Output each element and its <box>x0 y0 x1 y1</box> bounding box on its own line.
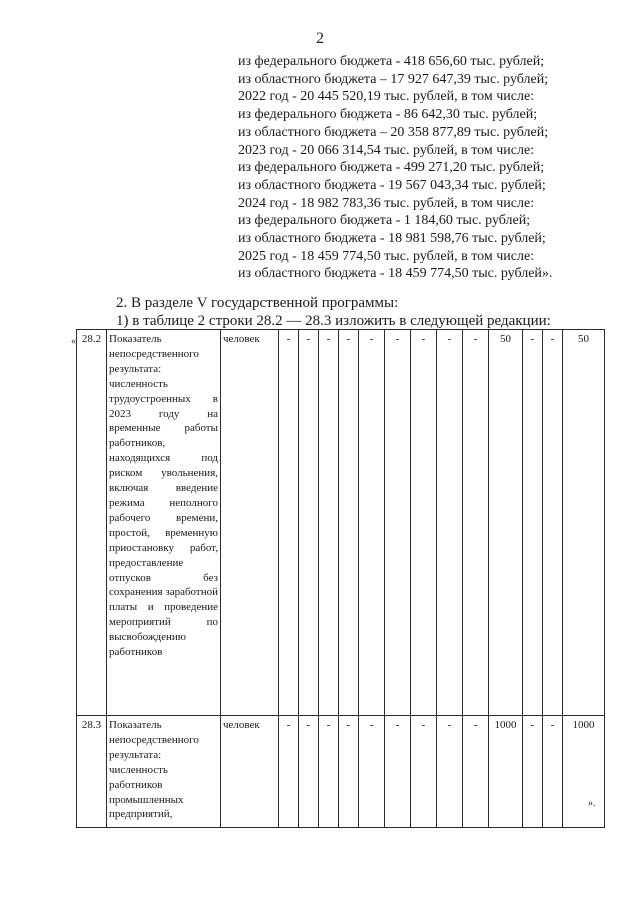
row-number: 28.3 <box>77 716 107 828</box>
indicator-description: Показатель непосредственного результата: численность работников промышленных предприятий, <box>107 716 221 828</box>
value-cell: - <box>299 716 319 828</box>
budget-line: из областного бюджета - 18 981 598,76 тыс. рублей; <box>238 231 546 247</box>
value-cell: - <box>543 330 563 716</box>
budget-line: 2023 год - 20 066 314,54 тыс. рублей, в том числе: <box>238 142 535 158</box>
value-cell: - <box>319 330 339 716</box>
page-number: 2 <box>316 30 324 47</box>
value-cell: - <box>299 330 319 716</box>
unit-cell: человек <box>221 716 279 828</box>
budget-line: из областного бюджета – 20 358 877,89 тыс. рублей; <box>238 124 549 140</box>
instruction-text: 1) в таблице 2 строки 28.2 — 28.3 изложить в следующей редакции: <box>116 313 551 329</box>
opening-quote-mark: « <box>71 336 76 347</box>
table-row <box>77 716 605 828</box>
value-cell: - <box>339 330 359 716</box>
indicator-table <box>76 329 605 828</box>
value-cell: - <box>339 716 359 828</box>
budget-line: 2025 год - 18 459 774,50 тыс. рублей, в том числе: <box>238 248 535 264</box>
unit-cell: человек <box>221 330 279 716</box>
value-cell: - <box>411 716 437 828</box>
value-cell: - <box>359 716 385 828</box>
value-cell: - <box>463 330 489 716</box>
value-cell: - <box>279 330 299 716</box>
value-cell: - <box>385 716 411 828</box>
closing-quote-mark: ». <box>588 798 596 809</box>
value-cell: - <box>411 330 437 716</box>
budget-line: из областного бюджета - 18 459 774,50 тыс. рублей». <box>238 266 553 282</box>
section-heading: 2. В разделе V государственной программы: <box>116 295 399 311</box>
value-cell: - <box>437 330 463 716</box>
value-cell: - <box>359 330 385 716</box>
budget-lines <box>238 53 618 283</box>
value-cell: - <box>543 716 563 828</box>
value-cell: - <box>279 716 299 828</box>
budget-line: 2024 год - 18 982 783,36 тыс. рублей, в том числе: <box>238 195 535 211</box>
budget-line: из федерального бюджета - 1 184,60 тыс. рублей; <box>238 213 531 229</box>
value-cell: - <box>385 330 411 716</box>
value-cell: - <box>523 330 543 716</box>
budget-line: из областного бюджета - 19 567 043,34 тыс. рублей; <box>238 177 546 193</box>
value-cell: - <box>523 716 543 828</box>
budget-line: из федерального бюджета - 418 656,60 тыс. рублей; <box>238 54 545 69</box>
value-cell: 1000 <box>563 716 605 828</box>
value-cell: - <box>319 716 339 828</box>
value-cell: - <box>463 716 489 828</box>
table-row <box>77 330 605 716</box>
value-cell: 50 <box>489 330 523 716</box>
budget-line: из федерального бюджета - 86 642,30 тыс. рублей; <box>238 107 538 123</box>
budget-line: из федерального бюджета - 499 271,20 тыс. рублей; <box>238 160 545 176</box>
value-cell: 1000 <box>489 716 523 828</box>
budget-line: из областного бюджета – 17 927 647,39 тыс. рублей; <box>238 71 549 87</box>
value-cell: 50 <box>563 330 605 716</box>
row-number: 28.2 <box>77 330 107 716</box>
indicator-description: Показатель непосредственного результата: численность трудоустроенных в 2023 году на временные работы работников, находящихся под риском увольнения, включая введение режима неполного рабочего времени, простой, временную приостановку работ, предоставление отпусков без сохранения заработной платы и проведение мероприятий по высвобождению работников <box>107 330 221 716</box>
budget-line: 2022 год - 20 445 520,19 тыс. рублей, в том числе: <box>238 89 535 105</box>
value-cell: - <box>437 716 463 828</box>
